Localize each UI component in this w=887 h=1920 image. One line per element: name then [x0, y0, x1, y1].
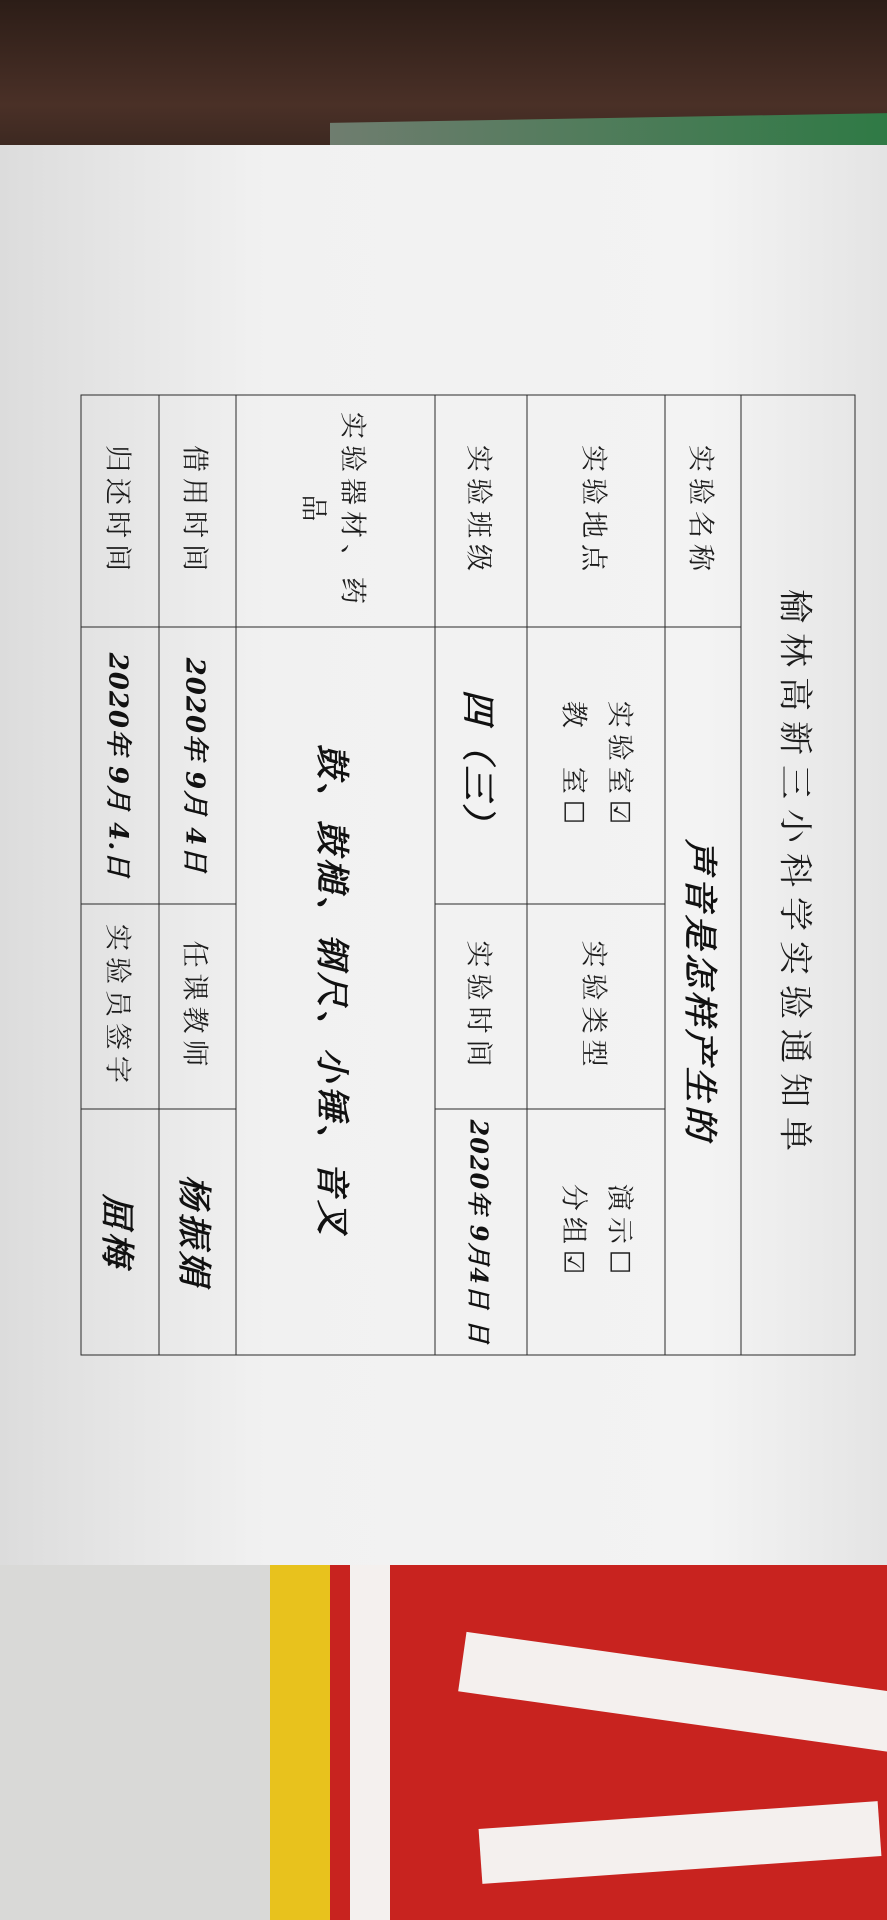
assistant-signature: 屈梅 — [81, 1109, 159, 1355]
label-type: 实验类型 — [527, 904, 665, 1109]
option-demo: 演示☐ — [604, 1183, 635, 1281]
value-borrow-time: 2020年 9月 4日 — [159, 627, 236, 904]
label-location: 实验地点 — [527, 395, 665, 627]
value-class: 四（三） — [435, 627, 527, 904]
label-materials: 实验器材、药品 — [236, 395, 435, 627]
label-exp-time: 实验时间 — [435, 904, 527, 1109]
form-title: 榆林高新三小科学实验通知单 — [741, 395, 855, 1355]
yellow-book-edge — [270, 1565, 335, 1920]
label-assistant: 实验员签字 — [81, 904, 159, 1109]
teacher-signature: 杨振娟 — [159, 1109, 236, 1355]
option-group-checked: 分组☑ — [558, 1183, 589, 1281]
label-name: 实验名称 — [665, 395, 741, 627]
label-borrow-time: 借用时间 — [159, 395, 236, 627]
label-class: 实验班级 — [435, 395, 527, 627]
option-lab-checked: 实验室☑ — [604, 700, 635, 831]
experiment-notice-form — [81, 395, 856, 1355]
location-options — [527, 627, 665, 904]
value-materials: 鼓、鼓槌、钢尺、小锤、音叉 — [236, 627, 435, 1355]
value-name: 声音是怎样产生的 — [665, 627, 741, 1355]
value-return-time: 2020年 9月 4.日 — [81, 627, 159, 904]
type-options — [527, 1109, 665, 1355]
red-book-cover — [330, 1565, 887, 1920]
label-teacher: 任课教师 — [159, 904, 236, 1109]
option-classroom: 教 室☐ — [558, 700, 589, 831]
value-exp-time: 2020年 9月4日 日 — [435, 1109, 527, 1355]
label-return-time: 归还时间 — [81, 395, 159, 627]
grey-book — [0, 1565, 275, 1920]
